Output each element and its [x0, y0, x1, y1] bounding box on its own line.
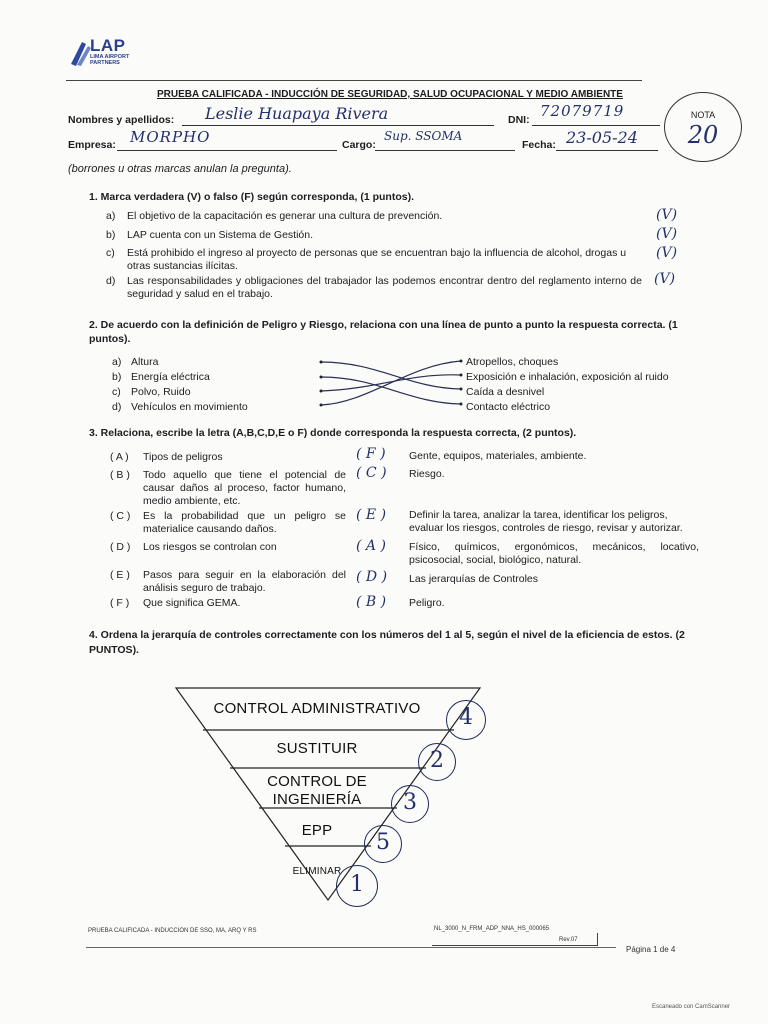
q1-item-letter: c)	[106, 247, 115, 259]
level-sustituir: SUSTITUIR	[276, 740, 358, 757]
q2-left-item: Polvo, Ruido	[131, 386, 191, 398]
q3-right-text: Definir la tarea, analizar la tarea, identificar los peligros, evaluar los riesgos, controles de riesgo, revisar y autorizar.	[409, 509, 683, 534]
scanner-watermark: Escaneado con CamScanner	[652, 1004, 731, 1010]
q3-key: ( F )	[110, 597, 130, 609]
q2-connector-lines[interactable]	[318, 355, 464, 415]
level-control-administrativo: CONTROL ADMINISTRATIVO	[213, 700, 421, 717]
grade-label: NOTA	[690, 110, 716, 120]
grade-box	[664, 92, 742, 162]
level-eliminar: ELIMINAR	[292, 866, 342, 877]
answer-circle-2[interactable]	[418, 743, 456, 781]
page-title: PRUEBA CALIFICADA - INDUCCIÓN DE SEGURIDAD, SALUD OCUPACIONAL Y MEDIO AMBIENTE	[157, 89, 623, 100]
q2-left-item: Altura	[131, 356, 159, 368]
footer-page: Página 1 de 4	[626, 945, 676, 954]
q3-left-text: Todo aquello que tiene el potencial de causar daños al proceso, factor humano, medio ambiente, etc.	[143, 469, 346, 507]
q1-answer-a[interactable]: (V)	[656, 207, 678, 223]
answer-circle-4[interactable]	[446, 700, 486, 740]
answer-number: 2	[430, 748, 444, 773]
date-field-line	[556, 149, 658, 151]
footer-code: NL_3000_N_FRM_ADP_NNA_HS_000065	[434, 926, 550, 932]
q1-item-text: Está prohibido el ingreso al proyecto de personas que se encuentran bajo la influencia de alcohol, drogas u otras sustancias ilícitas.	[127, 247, 627, 272]
q2-line-d	[321, 361, 461, 405]
logo-brand: LAP	[90, 36, 126, 55]
logo	[68, 36, 168, 72]
q1-answer-b[interactable]: (V)	[656, 226, 678, 242]
answer-number: 5	[376, 830, 390, 855]
q2-left-letter: d)	[112, 401, 122, 413]
header-rule	[66, 80, 642, 81]
q2-line-b	[321, 377, 461, 404]
answer-circle-5[interactable]	[364, 825, 402, 863]
answer-circle-1[interactable]	[336, 865, 378, 907]
lap-logo-icon	[68, 38, 92, 68]
q3-right-text: Peligro.	[409, 597, 445, 609]
level-control-ingenieria: CONTROL DE INGENIERÍA	[267, 773, 367, 808]
grade-value: 20	[687, 121, 719, 149]
q1-item-text: El objetivo de la capacitación es generar una cultura de prevención.	[127, 210, 443, 222]
answer-number: 3	[403, 790, 417, 815]
role-field[interactable]: Sup. SSOMA	[384, 129, 463, 143]
answer-circle-3[interactable]	[391, 785, 429, 823]
q2-dot	[460, 374, 463, 377]
q3-left-text: Los riesgos se controlan con	[143, 541, 277, 553]
q2-dot	[320, 361, 323, 364]
answer-number: 4	[459, 705, 473, 730]
level-epp: EPP	[301, 822, 333, 839]
q3-answer[interactable]: ( F )	[356, 446, 386, 462]
company-label: Empresa:	[68, 139, 116, 151]
q4-title: 4. Ordena la jerarquía de controles correctamente con los números del 1 al 5, según el nivel de la eficiencia de estos. (2 PUNTOS).	[89, 629, 685, 656]
q3-answer[interactable]: ( C )	[356, 465, 387, 481]
dni-field[interactable]: 72079719	[540, 102, 625, 120]
q2-right-item: Atropellos, choques	[466, 356, 559, 368]
q2-right-item: Caída a desnivel	[466, 386, 545, 398]
date-field[interactable]: 23-05-24	[566, 128, 638, 147]
q1-item-letter: a)	[106, 210, 116, 222]
role-label: Cargo:	[342, 139, 376, 151]
q2-dot	[320, 404, 323, 407]
company-field-line	[117, 149, 337, 151]
name-field-line	[182, 124, 494, 126]
q3-key: ( B )	[110, 469, 130, 481]
q2-left-letter: b)	[112, 371, 122, 383]
footer-left: PRUEBA CALIFICADA - INDUCCION DE SSO, MA, ARQ Y RS	[88, 928, 257, 934]
q3-right-text: Físico, químicos, ergonómicos, mecánicos, locativo, psicosocial, social, biológico, natural.	[409, 541, 699, 566]
q1-item-letter: d)	[106, 275, 116, 287]
answer-number: 1	[350, 872, 364, 897]
q2-dot	[320, 376, 323, 379]
name-label: Nombres y apellidos:	[68, 114, 175, 126]
logo-sub2: PARTNERS	[90, 60, 120, 66]
q3-answer[interactable]: ( D )	[356, 569, 388, 585]
q2-title: 2. De acuerdo con la definición de Peligro y Riesgo, relaciona con una línea de punto a punto la respuesta correcta. (1 puntos).	[89, 319, 678, 345]
q3-right-text: Las jerarquías de Controles	[409, 573, 538, 585]
company-field[interactable]: MORPHO	[130, 128, 211, 146]
q2-left-letter: c)	[112, 386, 121, 398]
name-field[interactable]: Leslie Huapaya Rivera	[205, 104, 389, 123]
q2-right-item: Contacto eléctrico	[466, 401, 551, 413]
role-field-line	[375, 149, 515, 151]
q1-title: 1. Marca verdadera (V) o falso (F) según corresponda, (1 puntos).	[89, 191, 414, 203]
q2-left-letter: a)	[112, 356, 122, 368]
footer-rule	[86, 947, 616, 948]
q2-right-item: Exposición e inhalación, exposición al ruido	[466, 371, 669, 383]
q3-right-text: Riesgo.	[409, 468, 445, 480]
footer-rev: Rev.07	[559, 937, 578, 943]
q2-left-item: Energía eléctrica	[131, 371, 210, 383]
q2-dot	[320, 390, 323, 393]
q3-key: ( E )	[110, 569, 130, 581]
dni-label: DNI:	[508, 114, 530, 126]
q3-left-text: Pasos para seguir en la elaboración del análisis seguro de trabajo.	[143, 569, 346, 594]
q2-dot	[460, 403, 463, 406]
q3-left-text: Que significa GEMA.	[143, 597, 241, 609]
q3-answer[interactable]: ( E )	[356, 507, 387, 523]
q3-key: ( C )	[110, 510, 131, 522]
q3-left-text: Tipos de peligros	[143, 451, 223, 463]
q2-left-item: Vehículos en movimiento	[131, 401, 248, 413]
q1-item-letter: b)	[106, 229, 116, 241]
q1-answer-c[interactable]: (V)	[656, 245, 678, 261]
date-label: Fecha:	[522, 139, 556, 151]
dni-field-line	[532, 124, 660, 126]
q1-answer-d[interactable]: (V)	[654, 271, 676, 287]
footer-box	[432, 933, 598, 946]
q3-left-text: Es la probabilidad que un peligro se materialice causando daños.	[143, 510, 346, 535]
q1-item-text: LAP cuenta con un Sistema de Gestión.	[127, 229, 314, 241]
q3-key: ( A )	[110, 451, 129, 463]
q3-answer[interactable]: ( B )	[356, 594, 387, 610]
note: (borrones u otras marcas anulan la pregunta).	[68, 163, 292, 175]
logo-sub1: LIMA AIRPORT	[90, 54, 130, 60]
q1-item-text: Las responsabilidades y obligaciones del trabajador las podemos encontrar dentro del reglamento interno de seguridad y salud en el trabajo.	[127, 275, 642, 300]
q2-dot	[460, 360, 463, 363]
q3-right-text: Gente, equipos, materiales, ambiente.	[409, 450, 587, 462]
q3-title: 3. Relaciona, escribe la letra (A,B,C,D,E o F) donde corresponda la respuesta correcta, (2 puntos).	[89, 427, 577, 439]
q2-dot	[460, 388, 463, 391]
q3-key: ( D )	[110, 541, 131, 553]
q3-answer[interactable]: ( A )	[356, 538, 386, 554]
